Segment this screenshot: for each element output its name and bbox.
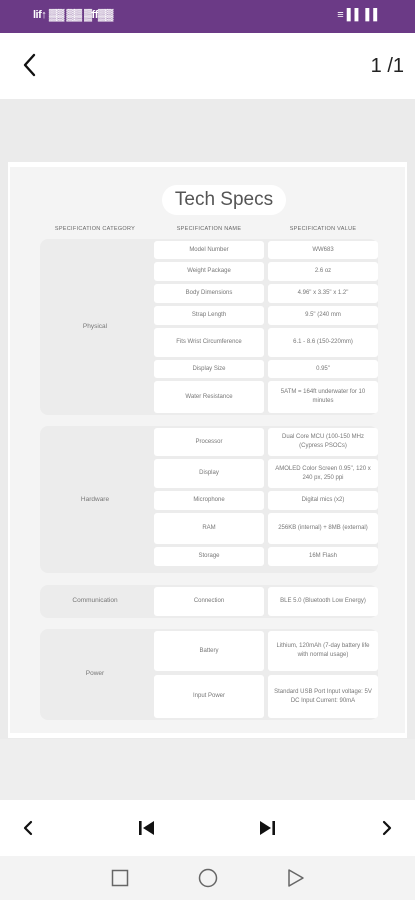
last-page-button[interactable]	[253, 814, 281, 842]
spec-value: Standard USB Port Input voltage: 5V DC Input Current: 90mA	[268, 675, 378, 718]
spec-value: 2.6 oz	[268, 262, 378, 281]
page-navigation-bar	[0, 800, 415, 856]
spec-name: RAM	[154, 513, 264, 544]
spec-value: 9.5" (240 mm	[268, 306, 378, 325]
chevron-left-icon	[22, 53, 38, 77]
spec-name: Microphone	[154, 491, 264, 510]
spec-value: 16M Flash	[268, 547, 378, 566]
spec-value: Dual Core MCU (100-150 MHz (Cypress PSOCs)	[268, 428, 378, 456]
previous-page-button[interactable]	[14, 814, 42, 842]
spec-name: Fits Wrist Circumference	[154, 328, 264, 357]
column-header-name: SPECIFICATION NAME	[176, 226, 242, 232]
spec-group-communication	[40, 585, 378, 618]
system-back-button[interactable]	[285, 867, 307, 889]
document-page	[8, 162, 407, 738]
skip-first-icon	[138, 820, 156, 836]
spec-name: Water Resistance	[154, 381, 264, 413]
page-count: 1 /1	[370, 55, 404, 77]
spec-name: Strap Length	[154, 306, 264, 325]
next-page-button[interactable]	[373, 814, 401, 842]
document-viewer[interactable]	[0, 99, 415, 739]
spec-name: Body Dimensions	[154, 284, 264, 303]
chevron-right-icon	[382, 820, 392, 836]
first-page-button[interactable]	[133, 814, 161, 842]
triangle-icon	[287, 868, 305, 888]
spec-value: 0.95"	[268, 360, 378, 378]
spec-name: Battery	[154, 631, 264, 671]
home-button[interactable]	[197, 867, 219, 889]
skip-last-icon	[258, 820, 276, 836]
spec-name: Model Number	[154, 241, 264, 259]
spec-group-physical	[40, 239, 378, 415]
column-header-category: SPECIFICATION CATEGORY	[54, 226, 136, 232]
spec-value: Lithium, 120mAh (7-day battery life with normal usage)	[268, 631, 378, 671]
spec-name: Input Power	[154, 675, 264, 718]
chevron-left-icon	[23, 820, 33, 836]
spec-value: 256KB (internal) + 8MB (external)	[268, 513, 378, 544]
spec-group-power	[40, 629, 378, 720]
document-title: Tech Specs	[162, 185, 286, 215]
column-header-value: SPECIFICATION VALUE	[289, 226, 357, 232]
circle-icon	[198, 868, 218, 888]
spec-value: BLE 5.0 (Bluetooth Low Energy)	[268, 587, 378, 616]
spec-value: WW683	[268, 241, 378, 259]
app-bar	[0, 33, 415, 99]
category-label: Physical	[82, 323, 108, 330]
spec-name: Display Size	[154, 360, 264, 378]
status-signal-icons: ≡ ▌▌ ▌▌	[337, 9, 381, 21]
status-bar	[0, 0, 415, 33]
spec-name: Processor	[154, 428, 264, 456]
spec-name: Connection	[154, 587, 264, 616]
category-label: Hardware	[80, 496, 110, 503]
category-label: Communication	[72, 597, 118, 604]
spec-name: Display	[154, 459, 264, 488]
spec-value: Digital mics (x2)	[268, 491, 378, 510]
spec-value: 5ATM = 164ft underwater for 10 minutes	[268, 381, 378, 413]
system-navigation-bar	[0, 856, 415, 900]
spec-name: Weight Package	[154, 262, 264, 281]
tech-specs-sheet	[10, 167, 405, 733]
square-icon	[111, 869, 129, 887]
status-notifications: lif↑ ▓▓ ▓▓ ▓ff▓▓	[33, 9, 113, 21]
spec-value: 4.96" x 3.35" x 1.2"	[268, 284, 378, 303]
spec-value: AMOLED Color Screen 0.95", 120 x 240 px, 250 ppi	[268, 459, 378, 488]
category-label: Power	[85, 670, 105, 677]
recents-button[interactable]	[109, 867, 131, 889]
back-button[interactable]	[12, 47, 48, 83]
spec-name: Storage	[154, 547, 264, 566]
spec-value: 6.1 - 8.6 (150-220mm)	[268, 328, 378, 357]
spec-group-hardware	[40, 426, 378, 573]
